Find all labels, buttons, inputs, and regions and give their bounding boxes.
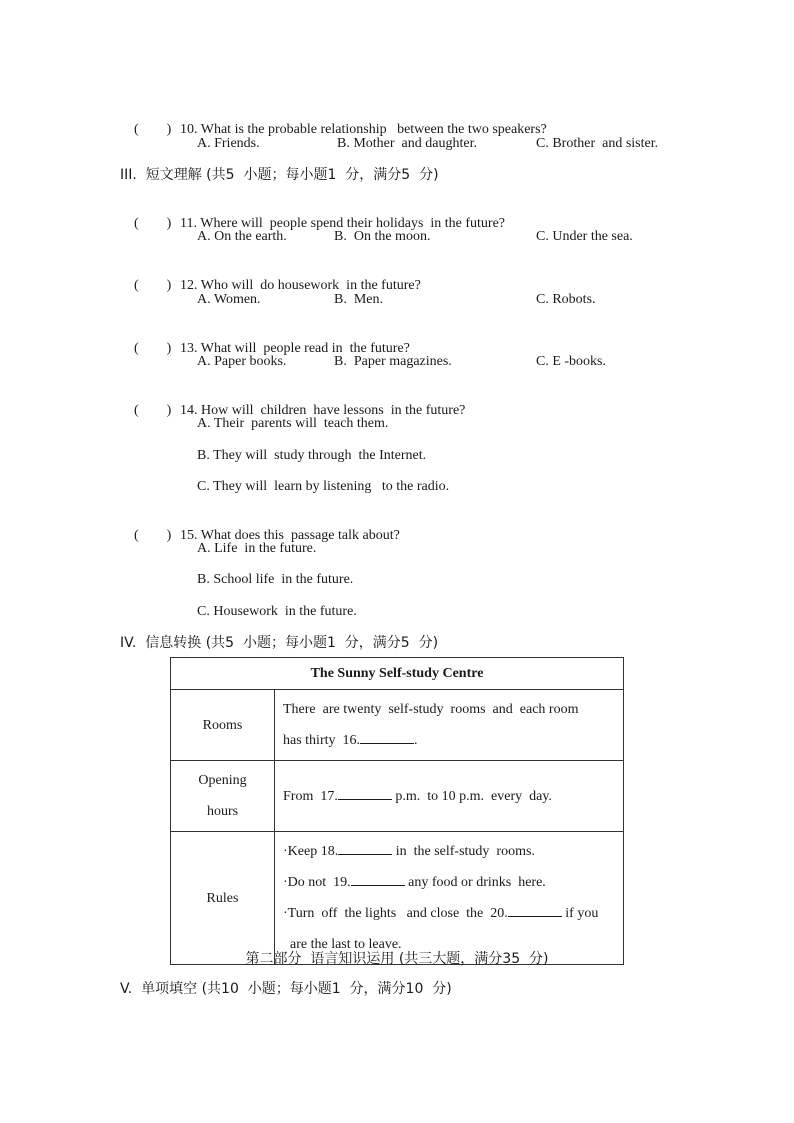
rule-2	[283, 867, 615, 898]
part-2-heading: 第二部分 语言知识运用 (共三大题，满分35 分)	[245, 951, 549, 967]
section-3-heading: III. 短文理解 (共5 小题；每小题1 分，满分5 分)	[120, 167, 439, 183]
question-stem: 11. Where will people spend their holidays in the future?	[180, 216, 506, 231]
answer-bracket[interactable]: ( )	[134, 122, 172, 137]
option-c: C. They will learn by listening to the radio.	[197, 479, 450, 494]
rule-1-text: ·Keep 18.	[283, 844, 339, 859]
rooms-line-1: There are twenty self-study rooms and each room	[283, 702, 579, 717]
question-stem: 10. What is the probable relationship between the two speakers?	[180, 122, 547, 137]
answer-bracket[interactable]: ( )	[134, 216, 172, 231]
table-row-rooms	[171, 690, 624, 761]
hours-text: From 17.	[283, 788, 338, 804]
table-row-hours	[171, 761, 624, 832]
rooms-line-2	[283, 725, 615, 756]
section-4-heading: IV. 信息转换 (共5 小题；每小题1 分，满分5 分)	[120, 635, 439, 651]
blank-16[interactable]	[360, 729, 414, 744]
rooms-line-2-text: has thirty 16.	[283, 733, 360, 748]
hours-content	[275, 761, 624, 832]
option-c: C. Under the sea.	[536, 229, 633, 244]
option-b: B. School life in the future.	[197, 572, 354, 587]
option-a: A. Life in the future.	[197, 541, 317, 556]
hours-label-line-2: hours	[206, 804, 239, 819]
option-b: B. Paper magazines.	[334, 354, 452, 369]
option-a: A. Women.	[197, 292, 261, 307]
table-title: The Sunny Self-study Centre	[171, 658, 624, 690]
option-b: B. They will study through the Internet.	[197, 448, 427, 463]
answer-bracket[interactable]: ( )	[134, 403, 172, 418]
option-a: A. On the earth.	[197, 229, 287, 244]
rule-3	[283, 898, 615, 929]
option-a: A. Paper books.	[197, 354, 287, 369]
info-table	[170, 657, 624, 965]
question-11	[120, 197, 505, 251]
rule-2-end: any food or drinks here.	[404, 875, 546, 890]
blank-19[interactable]	[351, 871, 405, 886]
rule-1	[283, 836, 615, 867]
option-b: B. Mother and daughter.	[337, 136, 477, 151]
hours-label-line-1: Opening	[198, 773, 247, 788]
rule-3-continued: are the last to leave.	[283, 937, 402, 952]
question-stem: 14. How will children have lessons in the future?	[180, 403, 466, 418]
answer-bracket[interactable]: ( )	[134, 341, 172, 356]
option-c: C. Brother and sister.	[536, 136, 659, 151]
blank-20[interactable]	[508, 902, 562, 917]
table-row-rules	[171, 832, 624, 965]
question-stem: 13. What will people read in the future?	[180, 341, 410, 356]
row-label-rules: Rules	[171, 832, 275, 965]
answer-bracket[interactable]: ( )	[134, 278, 172, 293]
row-label-hours	[171, 761, 275, 832]
question-stem: 12. Who will do housework in the future?	[180, 278, 421, 293]
answer-bracket[interactable]: ( )	[134, 528, 172, 543]
hours-text-end: p.m. to 10 p.m. every day.	[391, 788, 552, 804]
rule-2-text: ·Do not 19.	[283, 875, 351, 890]
question-stem: 15. What does this passage talk about?	[180, 528, 400, 543]
blank-17[interactable]	[338, 785, 392, 800]
option-a: A. Friends.	[197, 136, 260, 151]
rooms-content	[275, 690, 624, 761]
rules-content	[275, 832, 624, 965]
section-5-heading: V. 单项填空 (共10 小题；每小题1 分，满分10 分)	[120, 981, 452, 997]
hours-line	[283, 781, 615, 812]
rule-3-end: if you	[561, 906, 599, 921]
rule-3-text: ·Turn off the lights and close the 20.	[283, 906, 508, 921]
blank-18[interactable]	[338, 840, 392, 855]
question-10	[120, 103, 547, 157]
row-label-rooms: Rooms	[171, 690, 275, 761]
option-c: C. Robots.	[536, 292, 596, 307]
rule-1-end: in the self-study rooms.	[392, 844, 535, 859]
option-c: C. E -books.	[536, 354, 606, 369]
option-b: B. On the moon.	[334, 229, 431, 244]
option-c: C. Housework in the future.	[197, 604, 357, 619]
option-b: B. Men.	[334, 292, 383, 307]
rooms-line-2-end: .	[414, 733, 418, 748]
option-a: A. Their parents will teach them.	[197, 416, 389, 431]
